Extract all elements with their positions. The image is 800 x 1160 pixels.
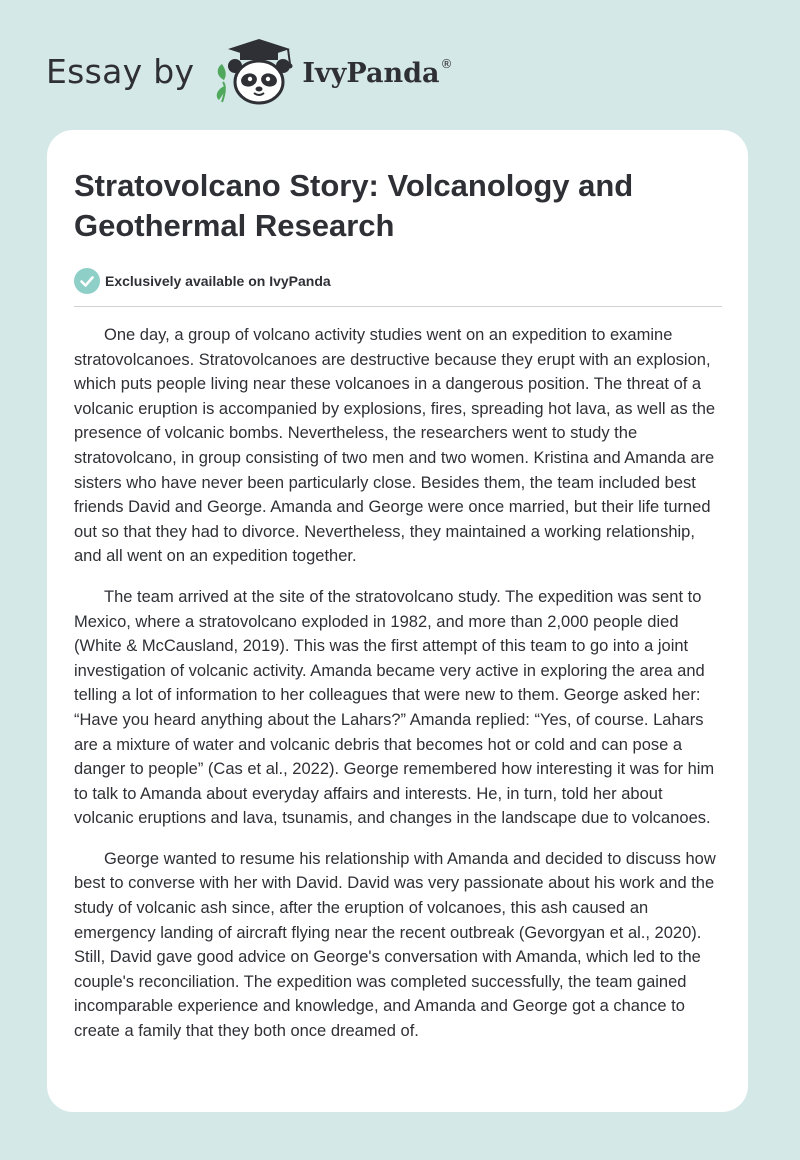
essay-paragraph-1: One day, a group of volcano activity studies went on an expedition to examine stratovolcanoes. Stratovolcanoes are destructive because they erupt with an explosion, which puts people living near these volcanoes in a dangerous position. The threat of a volcanic eruption is accompanied by explosions, fires, spreading hot lava, as well as the presence of volcanic bombs. Nevertheless, the researchers went to study the stratovolcano, in group consisting of two men and two women. Kristina and Amanda are sisters who have never been particularly close. Besides them, the team included best friends David and George. Amanda and George were once married, but their life turned out so that they had to divorce. Nevertheless, they maintained a working relationship, and all went on an expedition together. [74, 326, 716, 566]
divider [74, 306, 722, 307]
ivypanda-wordmark[interactable]: IvyPanda [302, 57, 440, 89]
site-header [46, 36, 452, 106]
check-circle-icon [74, 268, 100, 294]
exclusive-badge [74, 268, 721, 294]
essay-by-label: Essay by [46, 51, 195, 91]
essay-title: Stratovolcano Story: Volcanology and Geothermal Research [74, 168, 634, 243]
panda-graduate-icon[interactable] [210, 36, 300, 106]
registered-mark: ® [440, 57, 453, 71]
essay-paragraph-2: The team arrived at the site of the stratovolcano study. The expedition was sent to Mexico, where a stratovolcano exploded in 1982, and more than 2,000 people died (White & McCausland, 2019). This was the first attempt of this team to go into a joint investigation of volcanic activity. Amanda became very active in exploring the area and telling a lot of information to her colleagues that were new to them. George asked her: “Have you heard anything about the Lahars?” Amanda replied: “Yes, of course. Lahars are a mixture of water and volcanic debris that becomes hot or cold and can pose a danger to people” (Cas et al., 2022). George remembered how interesting it was for him to talk to Amanda about everyday affairs and interests. He, in turn, told her about volcanic eruptions and lava, tsunamis, and changes in the landscape due to volcanoes. [74, 587, 715, 828]
essay-paragraph-3: George wanted to resume his relationship with Amanda and decided to discuss how best to converse with her with David. David was very passionate about his work and the study of volcanic ash since, after the eruption of volcanoes, this ash caused an emergency landing of aircraft flying near the recent outbreak (Gevorgyan et al., 2020). Still, David gave good advice on George's conversation with Amanda, which led to the couple's reconciliation. The expedition was completed successfully, the team gained incomparable experience and knowledge, and Amanda and George got a chance to create a family that they both once dreamed of. [74, 849, 716, 1041]
exclusive-label: Exclusively available on IvyPanda [105, 273, 331, 289]
essay-body [74, 323, 721, 1044]
essay-card [47, 130, 748, 1112]
